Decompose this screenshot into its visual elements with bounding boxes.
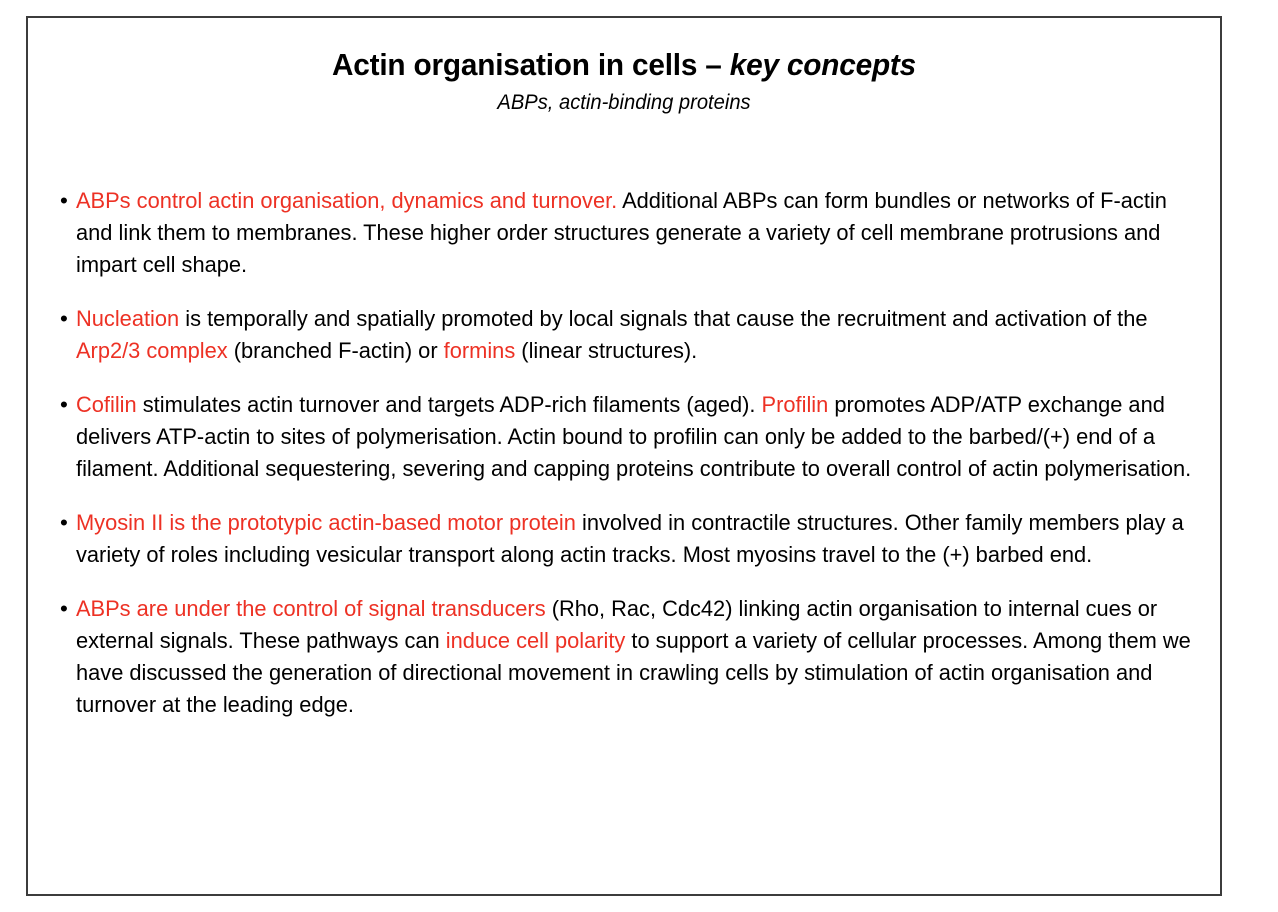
bullet-text — [76, 303, 1204, 367]
slide-title-main: Actin organisation in cells – — [331, 47, 730, 82]
title-block — [28, 46, 1220, 116]
highlight-run: Cofilin — [76, 392, 137, 417]
body-run: promotes ADP/ATP exchange and delivers ATP-actin to sites of polymerisation. Actin bound to profilin can only be added to the barbed/(+) end of a filament. Additional sequestering, severing and capping proteins contribute to overall control of actin polymerisation. — [76, 392, 1192, 481]
highlight-run: ABPs are under the control of signal transducers — [76, 596, 546, 621]
bullet-cofilin-profilin — [56, 389, 1204, 485]
body-run: to support a variety of cellular processes. Among them we have discussed the generation of directional movement in crawling cells by stimulation of actin organisation and turnover at the leading edge. — [76, 628, 1191, 717]
body-run: involved in contractile structures. Other family members play a variety of roles including vesicular transport along actin tracks. Most myosins travel to the (+) barbed end. — [76, 510, 1184, 567]
highlight-run: ABPs control actin organisation, dynamics and turnover. — [76, 188, 618, 213]
bullet-marker-icon: • — [60, 306, 68, 331]
slide-frame — [26, 16, 1222, 896]
bullet-text — [76, 389, 1204, 485]
slide-title — [52, 46, 1196, 84]
bullet-text — [76, 507, 1204, 571]
body-run: (Rho, Rac, Cdc42) linking actin organisation to internal cues or external signals. These pathways can — [76, 596, 1158, 653]
highlight-run: induce cell polarity — [445, 628, 626, 653]
body-run: (branched F-actin) or — [227, 338, 444, 363]
bullet-marker-icon: • — [60, 596, 68, 621]
body-run: is temporally and spatially promoted by local signals that cause the recruitment and activation of the — [179, 306, 1148, 331]
highlight-run: formins — [443, 338, 516, 363]
highlight-run: Myosin II is the prototypic actin-based motor protein — [76, 510, 576, 535]
bullet-nucleation — [56, 303, 1204, 367]
body-run: Additional ABPs can form bundles or networks of F-actin and link them to membranes. These higher order structures generate a variety of cell membrane protrusions and impart cell shape. — [76, 188, 1167, 277]
highlight-run: Profilin — [761, 392, 829, 417]
bullet-text — [76, 593, 1204, 721]
bullet-marker-icon: • — [60, 392, 68, 417]
bullet-signal-transducers — [56, 593, 1204, 721]
highlight-run: Nucleation — [76, 306, 180, 331]
slide-subtitle: ABPs, actin-binding proteins — [497, 91, 751, 114]
bullet-text — [76, 185, 1204, 281]
body-run: (linear structures). — [515, 338, 698, 363]
bullet-abps-control — [56, 185, 1204, 281]
body-run: stimulates actin turnover and targets ADP-rich filaments (aged). — [136, 392, 762, 417]
bullet-marker-icon: • — [60, 510, 68, 535]
slide-title-keyword: key concepts — [729, 47, 917, 82]
bullet-marker-icon: • — [60, 188, 68, 213]
bullet-myosin — [56, 507, 1204, 571]
highlight-run: Arp2/3 complex — [76, 338, 228, 363]
bullet-list — [56, 185, 1204, 721]
